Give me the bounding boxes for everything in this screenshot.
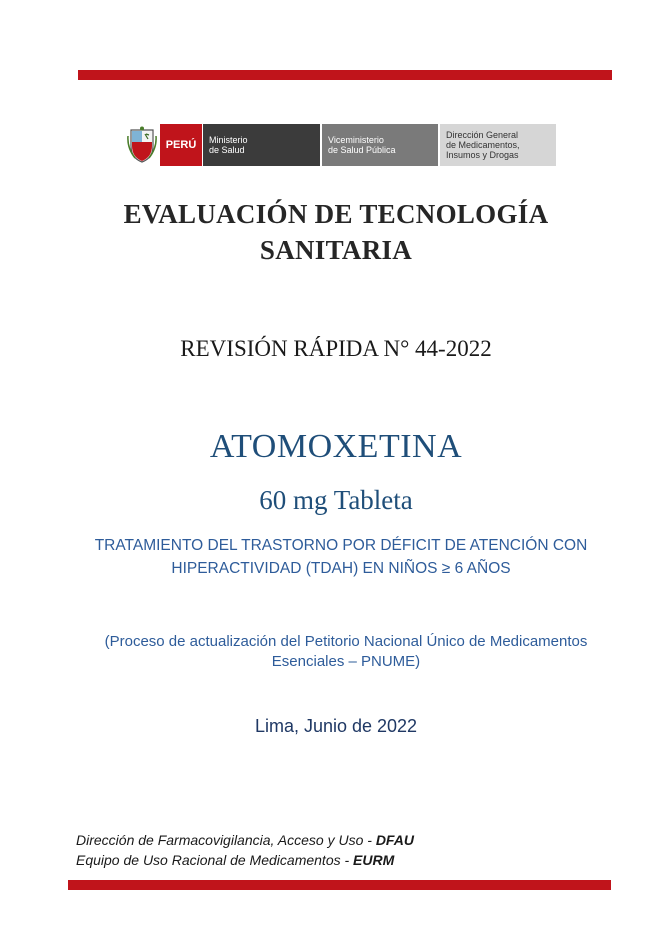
ministry-label: Ministerio de Salud [202, 124, 320, 166]
title-line-2: SANITARIA [259, 235, 413, 265]
footer-team: Equipo de Uso Racional de Medicamentos - EURM [76, 852, 395, 868]
indication [70, 534, 612, 580]
document-title [0, 196, 672, 268]
top-red-bar [78, 70, 612, 80]
revision-number: REVISIÓN RÁPIDA N° 44-2022 [180, 336, 492, 361]
footer-abbr-dfau: DFAU [375, 832, 414, 848]
process-note [70, 632, 622, 672]
footer-abbr-eurm: EURM [353, 852, 395, 868]
process-line-2: Esenciales – PNUME) [271, 653, 421, 670]
drug-dose: 60 mg Tableta [259, 485, 413, 515]
indication-line-1: TRATAMIENTO DEL TRASTORNO POR DÉFICIT DE ATENCIÓN CON [94, 537, 588, 554]
publication-date: Lima, Junio de 2022 [254, 716, 418, 736]
title-line-1: EVALUACIÓN DE TECNOLOGÍA [123, 199, 549, 229]
peru-label: PERÚ [160, 124, 202, 166]
coat-of-arms-icon [124, 124, 160, 166]
viceministry-label: Viceministerio de Salud Pública [320, 124, 438, 166]
footer-directorate: Dirección de Farmacovigilancia, Acceso y Uso - DFAU [76, 832, 414, 848]
government-logo [124, 124, 556, 166]
bottom-red-bar [68, 880, 611, 890]
drug-name: ATOMOXETINA [209, 428, 463, 465]
indication-line-2: HIPERACTIVIDAD (TDAH) EN NIÑOS ≥ 6 AÑOS [171, 560, 511, 577]
process-line-1: (Proceso de actualización del Petitorio Nacional Único de Medicamentos [104, 633, 588, 650]
direction-label: Dirección General de Medicamentos, Insumos y Drogas [438, 124, 556, 166]
